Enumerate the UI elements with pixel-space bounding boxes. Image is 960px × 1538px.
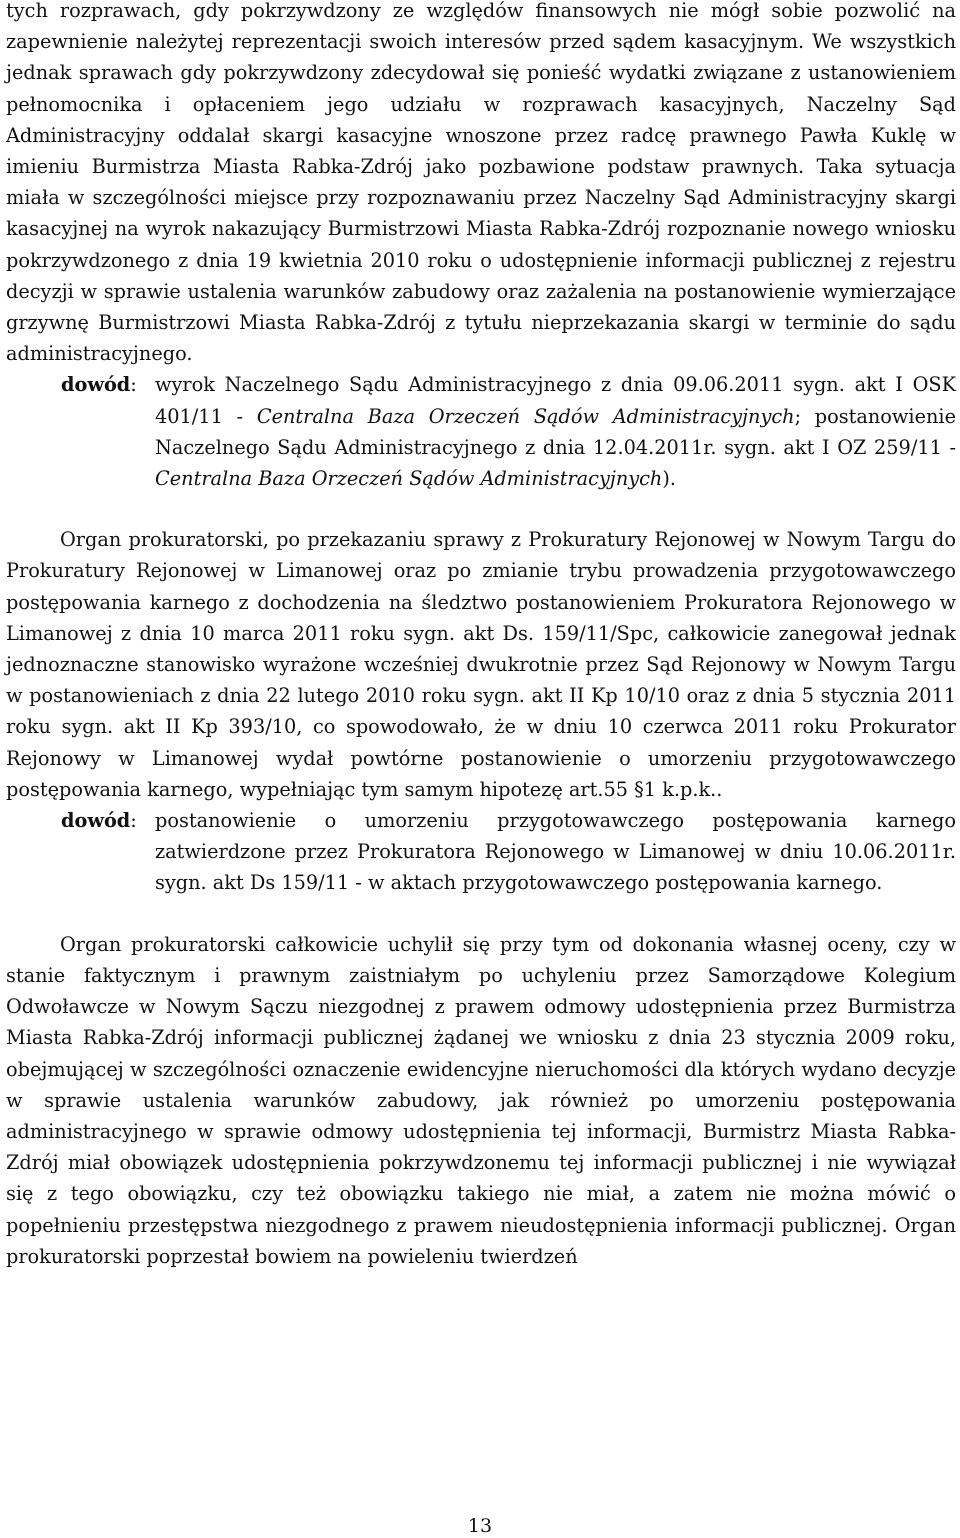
evidence-colon: :: [130, 373, 137, 397]
paragraph: Organ prokuratorski całkowicie uchylił się przy tym od dokonania własnej oceny, czy w stanie faktycznym i prawnym zaistniałym po uchyleniu przez Samorządowe Kolegium Odwoławcze w Nowym Sączu niezgodnej z prawem odmowy udostępnienia przez Burmistrza Miasta Rabka-Zdrój informacji publicznej żądanej we wniosku z dnia 23 stycznia 2009 roku, obejmującej w szczególności oznaczenie ewidencyjne nieruchomości dla których wydano decyzje w sprawie ustalenia warunków zabudowy, jak również po umorzeniu postępowania administracyjnego w sprawie odmowy udostępnienia tej informacji, Burmistrz Miasta Rabka-Zdrój miał obowiązek udostępnienia pokrzywdzonemu tej informacji publicznej i nie wywiązał się z tego obowiązku, czy też obowiązku takiego nie miał, a zatem nie można mówić o popełnieniu przestępstwa niezgodnego z prawem nieudostępnienia informacji publicznej. Organ prokuratorski poprzestał bowiem na powieleniu twierdzeń: [6, 932, 956, 1268]
evidence-text: postanowienie o umorzeniu przygotowawczego postępowania karnego zatwierdzone przez Prokuratora Rejonowego w Limanowej w dniu 10.06.2011r. sygn. akt Ds 159/11 - w aktach przygotowawczego postępowania karnego.: [155, 809, 956, 895]
evidence-colon: :: [130, 809, 137, 833]
evidence-text: [155, 369, 956, 494]
evidence-source-italic: Centralna Baza Orzeczeń Sądów Administracyjnych: [155, 467, 663, 491]
paragraph: Organ prokuratorski, po przekazaniu sprawy z Prokuratury Rejonowej w Nowym Targu do Prokuratury Rejonowej w Limanowej oraz po zmianie trybu prowadzenia przygotowawczego postępowania karnego z dochodzenia na śledztwo postanowieniem Prokuratora Rejonowego w Limanowej z dnia 10 marca 2011 roku sygn. akt Ds. 159/11/Spc, całkowicie zanegował jednak jednoznaczne stanowisko wyrażone wcześniej dwukrotnie przez Sąd Rejonowy w Nowym Targu w postanowieniach z dnia 22 lutego 2010 roku sygn. akt II Kp 10/10 oraz z dnia 5 stycznia 2011 roku sygn. akt II Kp 393/10, co spowodowało, że w dniu 10 czerwca 2011 roku Prokurator Rejonowy w Limanowej wydał powtórne postanowienie o umorzeniu przygotowawczego postępowania karnego, wypełniając tym samym hipotezę art.55 §1 k.p.k..: [6, 528, 956, 801]
evidence-label: [61, 805, 155, 899]
evidence-text-part: wyrok Naczelnego Sądu Administracyjnego z dnia 09.06.2011 sygn. akt I OSK 401/11 -: [155, 373, 956, 428]
evidence-label-text: dowód: [61, 809, 131, 833]
evidence-label-text: dowód: [61, 373, 131, 397]
paragraph-continuation: tych rozprawach, gdy pokrzywdzony ze względów finansowych nie mógł sobie pozwolić na zapewnienie należytej reprezentacji swoich interesów przed sądem kasacyjnym. We wszystkich jednak sprawach gdy pokrzywdzony zdecydował się ponieść wydatki związane z ustanowieniem pełnomocnika i opłaceniem jego udziału w rozprawach kasacyjnych, Naczelny Sąd Administracyjny oddalał skargi kasacyjne wnoszone przez radcę prawnego Pawła Kuklę w imieniu Burmistrza Miasta Rabka-Zdrój jako pozbawione podstaw prawnych. Taka sytuacja miała w szczególności miejsce przy rozpoznawaniu przez Naczelny Sąd Administracyjny skargi kasacyjnej na wyrok nakazujący Burmistrzowi Miasta Rabka-Zdrój rozpoznanie nowego wniosku pokrzywdzonego z dnia 19 kwietnia 2010 roku o udostępnienie informacji publicznej z rejestru decyzji w sprawie ustalenia warunków zabudowy oraz zażalenia na postanowienie wymierzające grzywnę Burmistrzowi Miasta Rabka-Zdrój z tytułu nieprzekazania skargi w terminie do sądu administracyjnego.: [6, 0, 956, 366]
evidence-text-part: ).: [662, 467, 677, 491]
document-page: [6, 0, 956, 1272]
evidence-note-2: [61, 805, 956, 899]
evidence-source-italic: Centralna Baza Orzeczeń Sądów Administracyjnych: [256, 404, 795, 428]
paragraph-spacer: [6, 494, 956, 524]
evidence-label: [61, 369, 155, 494]
page-number: 13: [467, 1515, 493, 1537]
paragraph-spacer: [6, 899, 956, 929]
evidence-text-part: ; postanowienie Naczelnego Sądu Administracyjnego z dnia 12.04.2011r. sygn. akt I OZ 259/11 -: [155, 404, 956, 459]
evidence-note-1: [61, 369, 956, 494]
